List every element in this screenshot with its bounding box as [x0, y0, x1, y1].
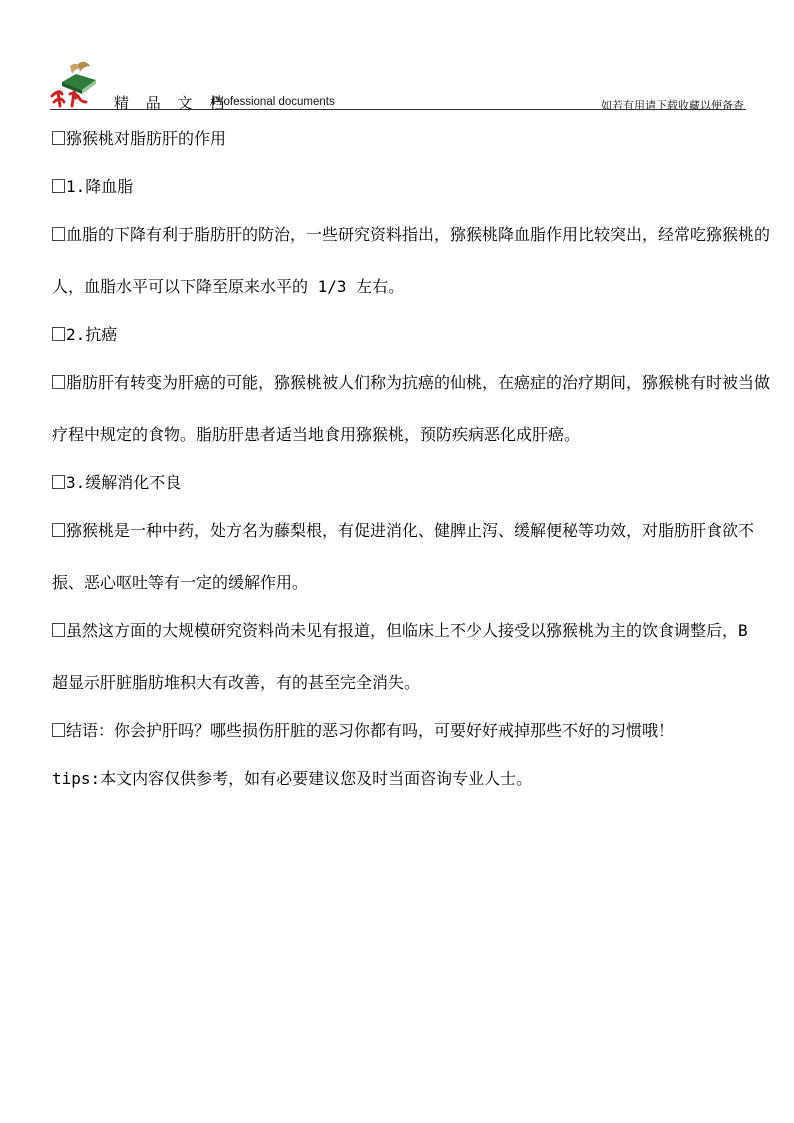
conclusion-text: 结语：你会护肝吗？哪些损伤肝脏的恶习你都有吗，可要好好戒掉那些不好的习惯哦！: [66, 721, 675, 740]
paragraph-text: 猕猴桃是一种中药，处方名为藤梨根，有促进消化、健脾止泻、缓解便秘等功效，对脂肪肝食欲不振、恶心呕吐等有一定的缓解作用。: [52, 521, 755, 592]
placeholder-box-icon: [52, 623, 65, 637]
paragraph-text: 脂肪肝有转变为肝癌的可能，猕猴桃被人们称为抗癌的仙桃，在癌症的治疗期间，猕猴桃有时被当做疗程中规定的食物。脂肪肝患者适当地食用猕猴桃，预防疾病恶化成肝癌。: [52, 373, 771, 444]
page-header: [48, 52, 746, 110]
header-note: 如若有用请下载收藏以便备查: [601, 99, 744, 112]
placeholder-box-icon: [52, 327, 65, 341]
conclusion: [52, 716, 772, 746]
book-logo-icon: [48, 52, 104, 108]
placeholder-box-icon: [52, 179, 65, 193]
brand-name: 精 品 文 档: [114, 94, 231, 112]
article-title: [52, 124, 772, 154]
section-heading: [52, 320, 772, 350]
placeholder-box-icon: [52, 723, 65, 737]
placeholder-box-icon: [52, 375, 65, 389]
placeholder-box-icon: [52, 131, 65, 145]
paragraph-text: 血脂的下降有利于脂肪肝的防治，一些研究资料指出，猕猴桃降血脂作用比较突出，经常吃猕猴桃的人，血脂水平可以下降至原来水平的 1/3 左右。: [52, 225, 771, 296]
section-heading-text: 3.缓解消化不良: [66, 473, 182, 492]
paragraph: [52, 605, 772, 709]
document-body: [52, 124, 772, 812]
placeholder-box-icon: [52, 475, 65, 489]
section-heading: [52, 468, 772, 498]
paragraph-text: 虽然这方面的大规模研究资料尚未见有报道，但临床上不少人接受以猕猴桃为主的饮食调整后，B 超显示肝脏脂肪堆积大有改善，有的甚至完全消失。: [52, 621, 748, 692]
paragraph: [52, 505, 772, 609]
placeholder-box-icon: [52, 227, 65, 241]
placeholder-box-icon: [52, 523, 65, 537]
paragraph: [52, 357, 772, 461]
header-divider: [50, 109, 746, 110]
section-heading: [52, 172, 772, 202]
brand-tagline: Professional documents: [212, 96, 335, 108]
tips: tips:本文内容仅供参考，如有必要建议您及时当面咨询专业人士。: [52, 769, 533, 788]
title-text: 猕猴桃对脂肪肝的作用: [66, 129, 227, 148]
section-heading-text: 2.抗癌: [66, 325, 118, 344]
section-heading-text: 1.降血脂: [66, 177, 134, 196]
paragraph: [52, 209, 772, 313]
